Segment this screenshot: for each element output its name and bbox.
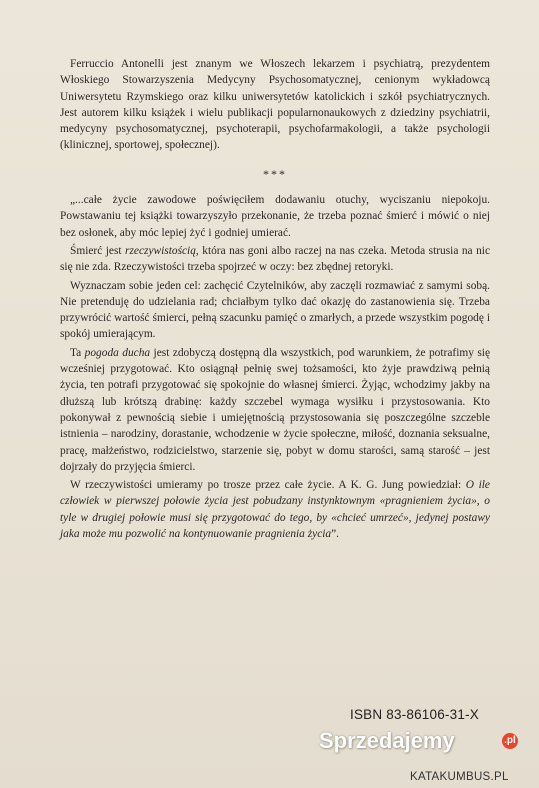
paragraph-5: W rzeczywistości umieramy po trosze przez całe życie. A K. G. Jung powiedział: O ile człowiek w pierwszej połowie życia jest pobudzany instynktownym «pragnieniem życia», o tyle w drugiej połowie musi się przygotować do tego, by «chcieć umrzeć», jedynej postawy jaka może mu pozwolić na kontynuowanie pragnienia życia”. — [60, 479, 490, 541]
sprzedajemy-watermark: Sprzedajemy — [319, 728, 455, 753]
section-separator: *** — [263, 166, 287, 181]
paragraph-2: Śmierć jest rzeczywistością, która nas goni albo raczej na nas czeka. Metoda strusia na nic się nie zda. Rzeczywistości trzeba spojrzeć w oczy: bez zbędnej retoryki. — [60, 244, 490, 274]
emphasis-rzeczywistoscia: rzeczywistością — [125, 244, 196, 257]
emphasis-pogoda-ducha: pogoda ducha — [84, 346, 151, 359]
jung-quote: O ile człowiek w pierwszej połowie życia jest pobudzany instynktownym «pragnieniem życia», o tyle w drugiej połowie musi się przygotować do tego, by «chcieć umrzeć», jedynej postawy jaka może mu pozwolić na kontynuowanie pragnienia życia — [60, 479, 490, 541]
watermark-badge: .pl — [502, 733, 518, 749]
paragraph-1: „...całe życie zawodowe poświęciłem dodawaniu otuchy, wyciszaniu niepokoju. Powstawaniu tej książki towarzyszyło przekonanie, że trzeba poznać śmierć i mówić o niej bez osłonek, aby móc lepiej żyć i godniej umierać. — [60, 194, 490, 239]
shop-watermark: KATAKUMBUS.PL — [410, 771, 509, 783]
paragraph-4: Ta pogoda ducha jest zdobyczą dostępną dla wszystkich, pod warunkiem, że potrafimy się wcześniej przygotować. Kto osiągnął pełnię swej tożsamości, kto żyje prawdziwą pełnią życia, ten potrafi przygotować się spokojnie do własnej śmierci. Żyjąc, wchodzimy jakby na dłuższą lub krótszą drabinę: każdy szczebel wymaga wysiłku i przystosowania. Kto pokonywał z pewnością siebie i umiejętnością przystosowania się poszczególne szczeble istnienia – narodziny, dorastanie, wchodzenie w życie społeczne, miłość, doznania seksualne, pracę, małżeństwo, rodzicielstwo, starzenie się, pobyt w domu starości, samą starość – jest dojrzały do przyjęcia śmierci. — [60, 346, 490, 473]
isbn-number: ISBN 83-86106-31-X — [350, 707, 479, 722]
quote-block — [60, 192, 490, 542]
cover-text — [60, 56, 490, 544]
paragraph-3: Wyznaczam sobie jeden cel: zachęcić Czytelników, aby zaczęli rozmawiać z samymi sobą. Nie pretenduję do udzielania rad; chciałbym tylko dać okazję do zastanowienia się. Trzeba przywrócić wartość śmierci, pełną szacunku pamięć o zmarłych, a przede wszystkim pogodę i spokój umierającym. — [60, 279, 490, 341]
author-bio: Ferruccio Antonelli jest znanym we Włoszech lekarzem i psychiatrą, prezydentem Włoskiego Stowarzyszenia Medycyny Psychosomatycznej, cenionym wykładowcą Uniwersytetu Rzymskiego oraz kilku uniwersytetów katolickich i szkół psychiatrycznych. Jest autorem kilku książek i wielu publikacji popularnonaukowych z dziedziny psychiatrii, medycyny psychosomatycznej, psychoterapii, psychofarmakologii, a także psychologii (klinicznej, sportowej, społecznej). — [60, 58, 490, 152]
